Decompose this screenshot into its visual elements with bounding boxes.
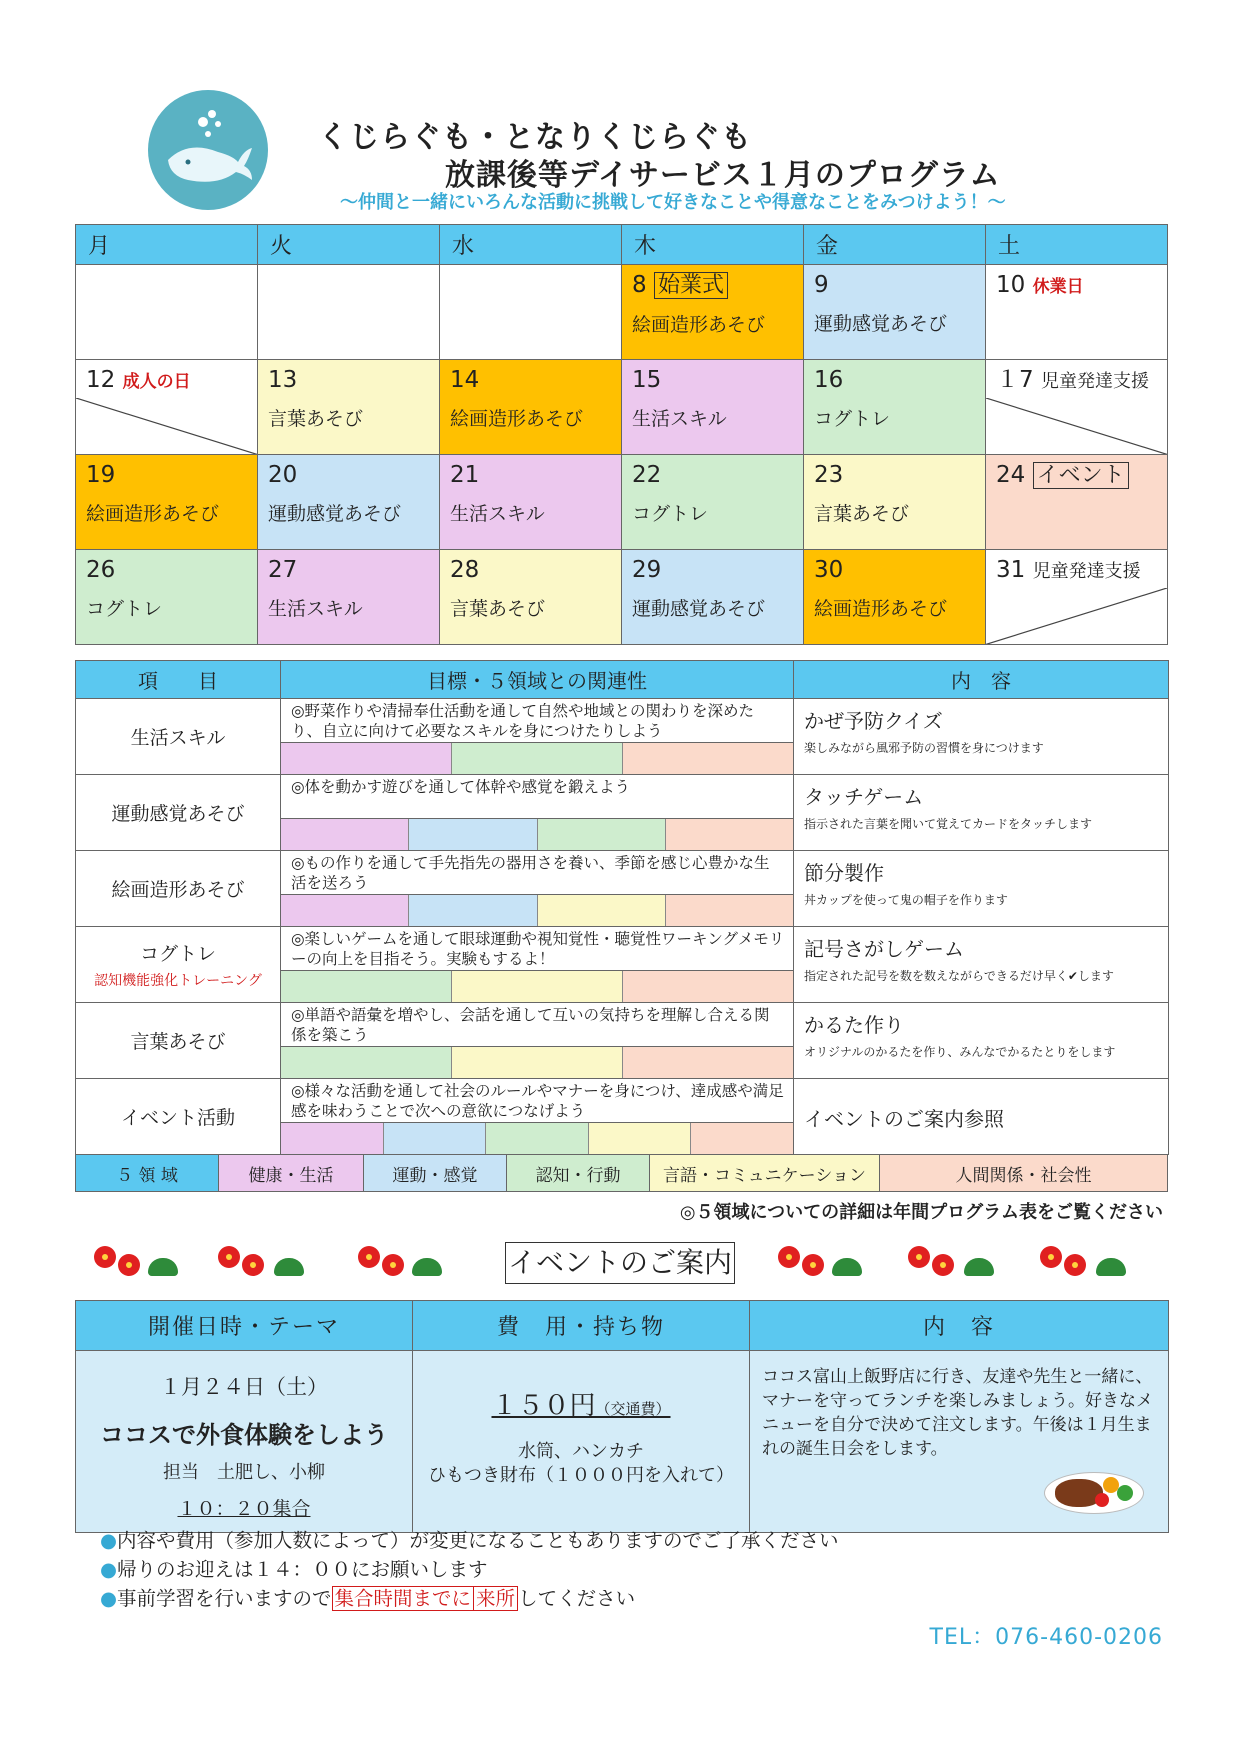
domain-swatch	[623, 1047, 793, 1078]
bullet-dot-icon: ●	[100, 1558, 118, 1581]
event-banner: イベントのご案内	[505, 1242, 735, 1284]
plum-flower-icon	[242, 1254, 264, 1276]
legend-label: ５ 領 域	[76, 1155, 219, 1191]
program-row	[76, 1003, 1169, 1079]
program-header-item: 項 目	[76, 661, 281, 699]
note-highlight: 来所	[474, 1586, 518, 1611]
domain-swatch	[486, 1123, 589, 1154]
domain-swatch	[666, 895, 793, 926]
calendar-day-cell	[440, 455, 622, 550]
program-goal-cell	[281, 1003, 794, 1079]
event-staff: 担当 土肥し、小柳	[163, 1462, 325, 1483]
calendar-day-cell	[440, 360, 622, 455]
domain-swatch	[281, 819, 409, 850]
program-content-desc: オリジナルのかるたを作り、みんなでかるたとりをします	[804, 1045, 1116, 1059]
event-fee-amount: １５０円	[491, 1391, 596, 1421]
plum-flower-icon	[802, 1254, 824, 1276]
calendar-day-cell	[622, 455, 804, 550]
steak-plate-icon	[1044, 1472, 1144, 1514]
program-goal-cell	[281, 851, 794, 927]
program-content-cell	[794, 1079, 1169, 1155]
weekday-header: 火	[258, 225, 440, 265]
domain-swatches	[281, 818, 793, 850]
calendar-day-cell	[258, 360, 440, 455]
program-goal-cell	[281, 775, 794, 851]
diagonal-line	[986, 398, 1167, 454]
calendar-activity: 絵画造形あそび	[450, 408, 584, 430]
note-item	[100, 1526, 839, 1555]
program-row	[76, 775, 1169, 851]
calendar-body	[76, 265, 1168, 645]
calendar-day-cell	[440, 550, 622, 645]
calendar-activity: 絵画造形あそび	[814, 598, 948, 620]
program-item-label: 言葉あそび	[130, 1031, 226, 1053]
calendar-day-number: 19	[86, 462, 116, 488]
weekday-header: 金	[804, 225, 986, 265]
program-content-cell	[794, 1003, 1169, 1079]
pine-icon	[274, 1258, 304, 1276]
calendar-activity: 運動感覚あそび	[268, 503, 402, 525]
bullet-dot-icon: ●	[100, 1587, 118, 1610]
program-goal-text: ◎様々な活動を通して社会のルールやマナーを身につけ、達成感や満足感を味わうことで次への意欲につなげよう	[291, 1082, 784, 1120]
note-text: 事前学習を行いますので	[117, 1587, 332, 1610]
plum-flower-icon	[382, 1254, 404, 1276]
domain-swatch	[589, 1123, 692, 1154]
telephone-number: TEL：076-460-0206	[929, 1625, 1163, 1650]
program-row	[76, 851, 1169, 927]
program-item-label: イベント活動	[120, 1107, 235, 1129]
calendar-day-cell	[622, 550, 804, 645]
calendar-day-cell	[804, 455, 986, 550]
program-goal-cell	[281, 1079, 794, 1155]
program-item-cell	[76, 699, 281, 775]
event-theme: ココスで外食体験をしよう	[100, 1421, 388, 1449]
diagonal-line	[986, 588, 1167, 644]
program-header-goal: 目標・５領域との関連性	[281, 661, 794, 699]
calendar-day-cell	[622, 360, 804, 455]
program-content-desc: 指定された記号を数を数えながらできるだけ早く✔します	[804, 969, 1114, 983]
calendar-activity: 言葉あそび	[268, 408, 364, 430]
calendar-activity: コグトレ	[632, 503, 709, 525]
page-title-line1: くじらぐも・となりくじらぐも	[318, 120, 752, 155]
event-fee-note: （交通費）	[595, 1400, 671, 1418]
calendar-day-label: イベント	[1033, 462, 1129, 489]
calendar-day-cell	[258, 265, 440, 360]
calendar-day-number	[86, 366, 247, 396]
calendar-day-cell	[76, 265, 258, 360]
event-header-row	[76, 1301, 1169, 1351]
weekday-header: 木	[622, 225, 804, 265]
calendar-weekday-row	[76, 225, 1168, 265]
domain-swatches	[281, 1122, 793, 1154]
calendar-day-label: 始業式	[654, 272, 728, 299]
program-item-cell	[76, 927, 281, 1003]
calendar-day-number: 30	[814, 557, 844, 583]
calendar-day-cell	[986, 360, 1168, 455]
pine-icon	[412, 1258, 442, 1276]
calendar-activity: 絵画造形あそび	[86, 503, 220, 525]
program-content-cell	[794, 851, 1169, 927]
plum-flower-icon	[94, 1246, 116, 1268]
program-item-label: 絵画造形あそび	[111, 879, 245, 901]
calendar-activity: 生活スキル	[268, 598, 363, 620]
program-content-desc: 指示された言葉を聞いて覚えてカードをタッチします	[804, 817, 1093, 831]
calendar-day-cell	[76, 360, 258, 455]
event-date-cell	[76, 1351, 413, 1533]
calendar-activity: コグトレ	[814, 408, 891, 430]
domain-swatches	[281, 894, 793, 926]
calendar-day-label: 休業日	[1032, 277, 1084, 297]
domain-swatch	[281, 743, 452, 774]
program-content-title: かるた作り	[804, 1013, 904, 1037]
calendar-day-number: 21	[450, 462, 480, 488]
note-item	[100, 1555, 839, 1584]
program-goal-text: ◎野菜作りや清掃奉仕活動を通して自然や地域との関わりを深めたり、自立に向けて必要なスキルを身につけたりしよう	[291, 702, 755, 740]
calendar-day-cell	[440, 265, 622, 360]
calendar-day-digits: 12	[86, 367, 116, 393]
new-year-decoration-mid	[350, 1238, 490, 1278]
plum-flower-icon	[218, 1246, 240, 1268]
calendar-week-row	[76, 265, 1168, 360]
calendar-day-cell	[258, 550, 440, 645]
event-items-line1: 水筒、ハンカチ	[518, 1441, 644, 1462]
calendar-day-digits: 10	[996, 272, 1026, 298]
plum-flower-icon	[908, 1246, 930, 1268]
calendar-day-cell	[76, 550, 258, 645]
diagonal-line	[76, 398, 257, 454]
program-item-cell	[76, 775, 281, 851]
domain-swatches	[281, 970, 793, 1002]
calendar-day-number: 20	[268, 462, 298, 488]
program-goal-text: ◎楽しいゲームを通して眼球運動や視知覚性・聴覚性ワーキングメモリーの向上を目指そう。実験もするよ！	[291, 930, 785, 968]
domain-swatch	[623, 743, 793, 774]
calendar-activity: コグトレ	[86, 598, 163, 620]
calendar-week-row	[76, 455, 1168, 550]
event-gather-time: １０：２０集合	[177, 1498, 311, 1520]
calendar-day-cell	[986, 455, 1168, 550]
calendar-activity: 絵画造形あそび	[632, 314, 766, 336]
program-content-title: 節分製作	[804, 861, 884, 885]
domain-swatch	[281, 1047, 452, 1078]
program-item-label: コグトレ	[139, 943, 216, 965]
calendar-day-number: 28	[450, 557, 480, 583]
domain-swatches	[281, 742, 793, 774]
program-row	[76, 927, 1169, 1003]
bullet-dot-icon: ●	[100, 1529, 118, 1552]
program-row	[76, 699, 1169, 775]
event-table	[75, 1300, 1169, 1533]
calendar-day-cell	[622, 265, 804, 360]
program-table	[75, 660, 1169, 1155]
event-content-cell	[750, 1351, 1169, 1533]
event-row	[76, 1351, 1169, 1533]
domain-swatch	[409, 895, 537, 926]
program-content-title: かぜ予防クイズ	[804, 709, 943, 733]
new-year-decoration-right	[770, 1238, 1170, 1278]
calendar-day-number: 13	[268, 367, 298, 393]
program-row	[76, 1079, 1169, 1155]
calendar-day-label: 児童発達支援	[1032, 561, 1141, 582]
domain-swatch	[281, 971, 452, 1002]
calendar-activity: 言葉あそび	[814, 503, 910, 525]
calendar-activity: 生活スキル	[450, 503, 545, 525]
domain-swatch	[691, 1123, 793, 1154]
domain-swatch	[538, 895, 666, 926]
whale-logo-icon	[148, 90, 268, 210]
program-header-row	[76, 661, 1169, 699]
calendar-activity: 生活スキル	[632, 408, 727, 430]
note-text: 帰りのお迎えは１４：００にお願いします	[117, 1558, 488, 1581]
calendar-activity: 言葉あそび	[450, 598, 546, 620]
event-header-fee: 費 用・持ち物	[413, 1301, 750, 1351]
program-item-sublabel: 認知機能強化トレーニング	[94, 973, 262, 989]
program-content-desc: 丼カップを使って鬼の帽子を作ります	[804, 893, 1008, 907]
domain-swatch	[452, 743, 623, 774]
program-goal-text: ◎もの作りを通して手先指先の器用さを養い、季節を感じ心豊かな生活を送ろう	[291, 854, 770, 892]
domain-swatch	[409, 819, 537, 850]
program-body	[76, 699, 1169, 1155]
calendar-day-number: 15	[632, 367, 662, 393]
event-fee-cell	[413, 1351, 750, 1533]
calendar-day-cell	[804, 550, 986, 645]
event-items-line2: ひもつき財布（１０００円を入れて）	[428, 1465, 734, 1486]
pine-icon	[148, 1258, 178, 1276]
calendar-day-label: 児童発達支援	[1040, 371, 1149, 392]
domain-swatch	[384, 1123, 487, 1154]
program-content-title: タッチゲーム	[804, 785, 924, 809]
note-text: してください	[518, 1587, 636, 1610]
calendar-day-number: 16	[814, 367, 844, 393]
program-item-cell	[76, 851, 281, 927]
program-content-cell	[794, 927, 1169, 1003]
program-item-label: 運動感覚あそび	[111, 803, 245, 825]
calendar-day-number	[996, 366, 1157, 396]
calendar-day-number: 29	[632, 557, 662, 583]
calendar-day-label: 成人の日	[122, 372, 191, 392]
note-text: 内容や費用（参加人数によって）が変更になることもありますのでご了承ください	[117, 1529, 839, 1552]
program-header-content: 内 容	[794, 661, 1169, 699]
legend-health: 健康・生活	[219, 1155, 364, 1191]
program-content-desc: 楽しみながら風邪予防の習慣を身につけます	[804, 741, 1044, 755]
plum-flower-icon	[118, 1254, 140, 1276]
plum-flower-icon	[1064, 1254, 1086, 1276]
calendar-day-cell	[258, 455, 440, 550]
calendar-day-digits: 8	[632, 272, 647, 298]
event-header-content: 内 容	[750, 1301, 1169, 1351]
note-item	[100, 1584, 839, 1613]
program-goal-cell	[281, 699, 794, 775]
plum-flower-icon	[358, 1246, 380, 1268]
legend-cognition: 認知・行動	[507, 1155, 650, 1191]
weekday-header: 土	[986, 225, 1168, 265]
page-title-line2: 放課後等デイサービス１月のプログラム	[445, 158, 1001, 193]
monthly-calendar	[75, 224, 1168, 645]
program-content-cell	[794, 699, 1169, 775]
domain-swatch	[281, 1123, 384, 1154]
event-date: １月２４日（土）	[160, 1375, 328, 1399]
notes-list	[100, 1526, 839, 1613]
domain-swatch	[452, 1047, 623, 1078]
program-content-cell	[794, 775, 1169, 851]
five-domain-legend	[75, 1154, 1168, 1192]
calendar-week-row	[76, 550, 1168, 645]
new-year-decoration-left	[86, 1238, 336, 1278]
calendar-day-number	[632, 271, 793, 300]
calendar-day-number: 27	[268, 557, 298, 583]
program-goal-cell	[281, 927, 794, 1003]
plum-flower-icon	[778, 1246, 800, 1268]
event-header-date: 開催日時・テーマ	[76, 1301, 413, 1351]
legend-motor: 運動・感覚	[364, 1155, 507, 1191]
event-fee	[491, 1385, 670, 1422]
calendar-day-cell	[804, 265, 986, 360]
calendar-day-cell	[804, 360, 986, 455]
program-item-cell	[76, 1079, 281, 1155]
calendar-day-number	[996, 271, 1157, 301]
domain-swatch	[623, 971, 793, 1002]
domain-swatch	[281, 895, 409, 926]
program-content-title: イベントのご案内参照	[804, 1107, 1004, 1131]
calendar-day-digits: 24	[996, 462, 1026, 488]
calendar-day-number: 14	[450, 367, 480, 393]
event-description: ココス富山上飯野店に行き、友達や先生と一緒に、マナーを守ってランチを楽しみましょう。好きなメニューを自分で決めて注文します。午後は１月生まれの誕生日会をします。	[762, 1367, 1153, 1459]
weekday-header: 月	[76, 225, 258, 265]
domain-note: ◎５領域についての詳細は年間プログラム表をご覧ください	[679, 1202, 1163, 1223]
calendar-day-cell	[986, 265, 1168, 360]
pine-icon	[832, 1258, 862, 1276]
domain-swatch	[452, 971, 623, 1002]
pine-icon	[1096, 1258, 1126, 1276]
plum-flower-icon	[1040, 1246, 1062, 1268]
note-highlight: 集合時間までに	[332, 1586, 475, 1611]
calendar-day-number: 22	[632, 462, 662, 488]
plum-flower-icon	[932, 1254, 954, 1276]
pine-icon	[964, 1258, 994, 1276]
calendar-day-digits: 31	[996, 557, 1026, 583]
calendar-day-number	[996, 461, 1157, 490]
domain-swatch	[538, 819, 666, 850]
legend-social: 人間関係・社会性	[880, 1155, 1167, 1191]
legend-language: 言語・コミュニケーション	[650, 1155, 880, 1191]
calendar-day-number: 26	[86, 557, 116, 583]
domain-swatches	[281, 1046, 793, 1078]
calendar-activity: 運動感覚あそび	[814, 313, 948, 335]
calendar-day-number: 23	[814, 462, 844, 488]
calendar-activity: 運動感覚あそび	[632, 598, 766, 620]
program-goal-text: ◎単語や語彙を増やし、会話を通して互いの気持ちを理解し合える関係を築こう	[291, 1006, 770, 1044]
calendar-day-number	[996, 556, 1157, 586]
calendar-day-number: 9	[814, 272, 829, 298]
weekday-header: 水	[440, 225, 622, 265]
program-goal-text: ◎体を動かす遊びを通して体幹や感覚を鍛えよう	[291, 778, 631, 796]
program-item-cell	[76, 1003, 281, 1079]
calendar-day-cell	[986, 550, 1168, 645]
program-content-title: 記号さがしゲーム	[804, 937, 964, 961]
event-items	[413, 1440, 749, 1488]
calendar-day-digits: １7	[996, 367, 1034, 393]
domain-swatch	[666, 819, 793, 850]
calendar-day-cell	[76, 455, 258, 550]
page-subtitle: ～仲間と一緒にいろんな活動に挑戦して好きなことや得意なことをみつけよう！～	[340, 192, 1006, 213]
calendar-week-row	[76, 360, 1168, 455]
program-item-label: 生活スキル	[130, 727, 226, 749]
